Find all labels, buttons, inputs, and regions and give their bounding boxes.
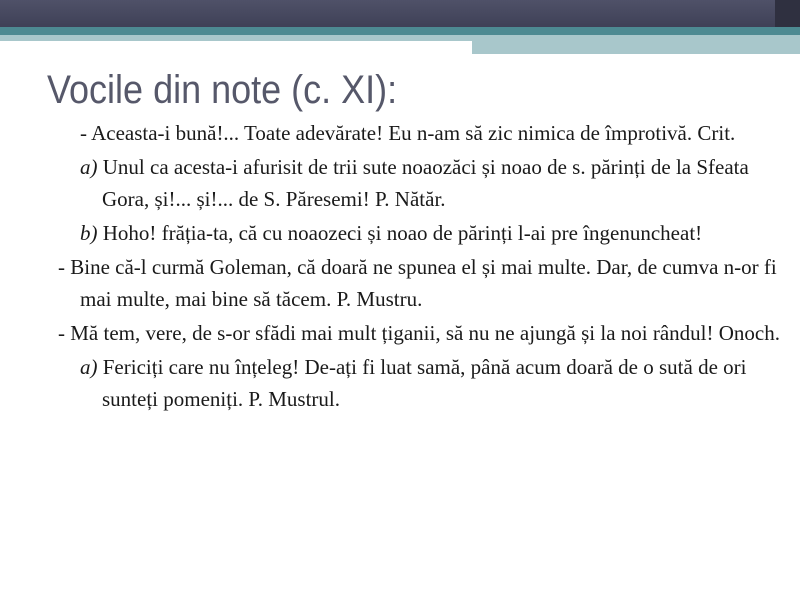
paragraph-1-text: - Aceasta-i bună!... Toate adevărate! Eu n-am să zic nimica de împrotivă. Crit. xyxy=(80,121,736,145)
header-band-light-left xyxy=(0,35,472,41)
paragraph-4 xyxy=(58,251,792,315)
header-band-teal xyxy=(0,27,800,35)
slide-title: Vocile din note (c. XI): xyxy=(47,68,398,112)
paragraph-3-text: Hoho! frăția-ta, că cu noaozeci și noao de părinți l-ai pre îngenuncheat! xyxy=(97,221,703,245)
header-band-accent xyxy=(775,0,800,27)
paragraph-2 xyxy=(80,151,792,215)
paragraph-3-letter: b) xyxy=(80,221,98,245)
paragraph-5 xyxy=(58,317,792,349)
paragraph-4-text: - Bine că-l curmă Goleman, că doară ne spunea el și mai multe. Dar, de cumva n-or fi mai multe, mai bine să tăcem. P. Mustru. xyxy=(58,255,777,311)
header-band-dark xyxy=(0,0,800,27)
paragraph-3 xyxy=(80,217,792,249)
paragraph-6 xyxy=(80,351,792,415)
header-band-light-right xyxy=(472,35,800,54)
paragraph-5-text: - Mă tem, vere, de s-or sfădi mai mult țiganii, să nu ne ajungă și la noi rândul! Onoch. xyxy=(58,321,780,345)
slide-body xyxy=(0,117,790,417)
paragraph-1 xyxy=(80,117,792,149)
paragraph-6-text: Fericiți care nu înțeleg! De-ați fi luat samă, până acum doară de o sută de ori sunteți pomeniți. P. Mustrul. xyxy=(97,355,747,411)
paragraph-2-letter: a) xyxy=(80,155,98,179)
paragraph-2-text: Unul ca acesta-i afurisit de trii sute noaozăci și noao de s. părinți de la Sfeata Gora, și!... și!... de S. Păresemi! P. Nătăr. xyxy=(97,155,749,211)
paragraph-6-letter: a) xyxy=(80,355,98,379)
